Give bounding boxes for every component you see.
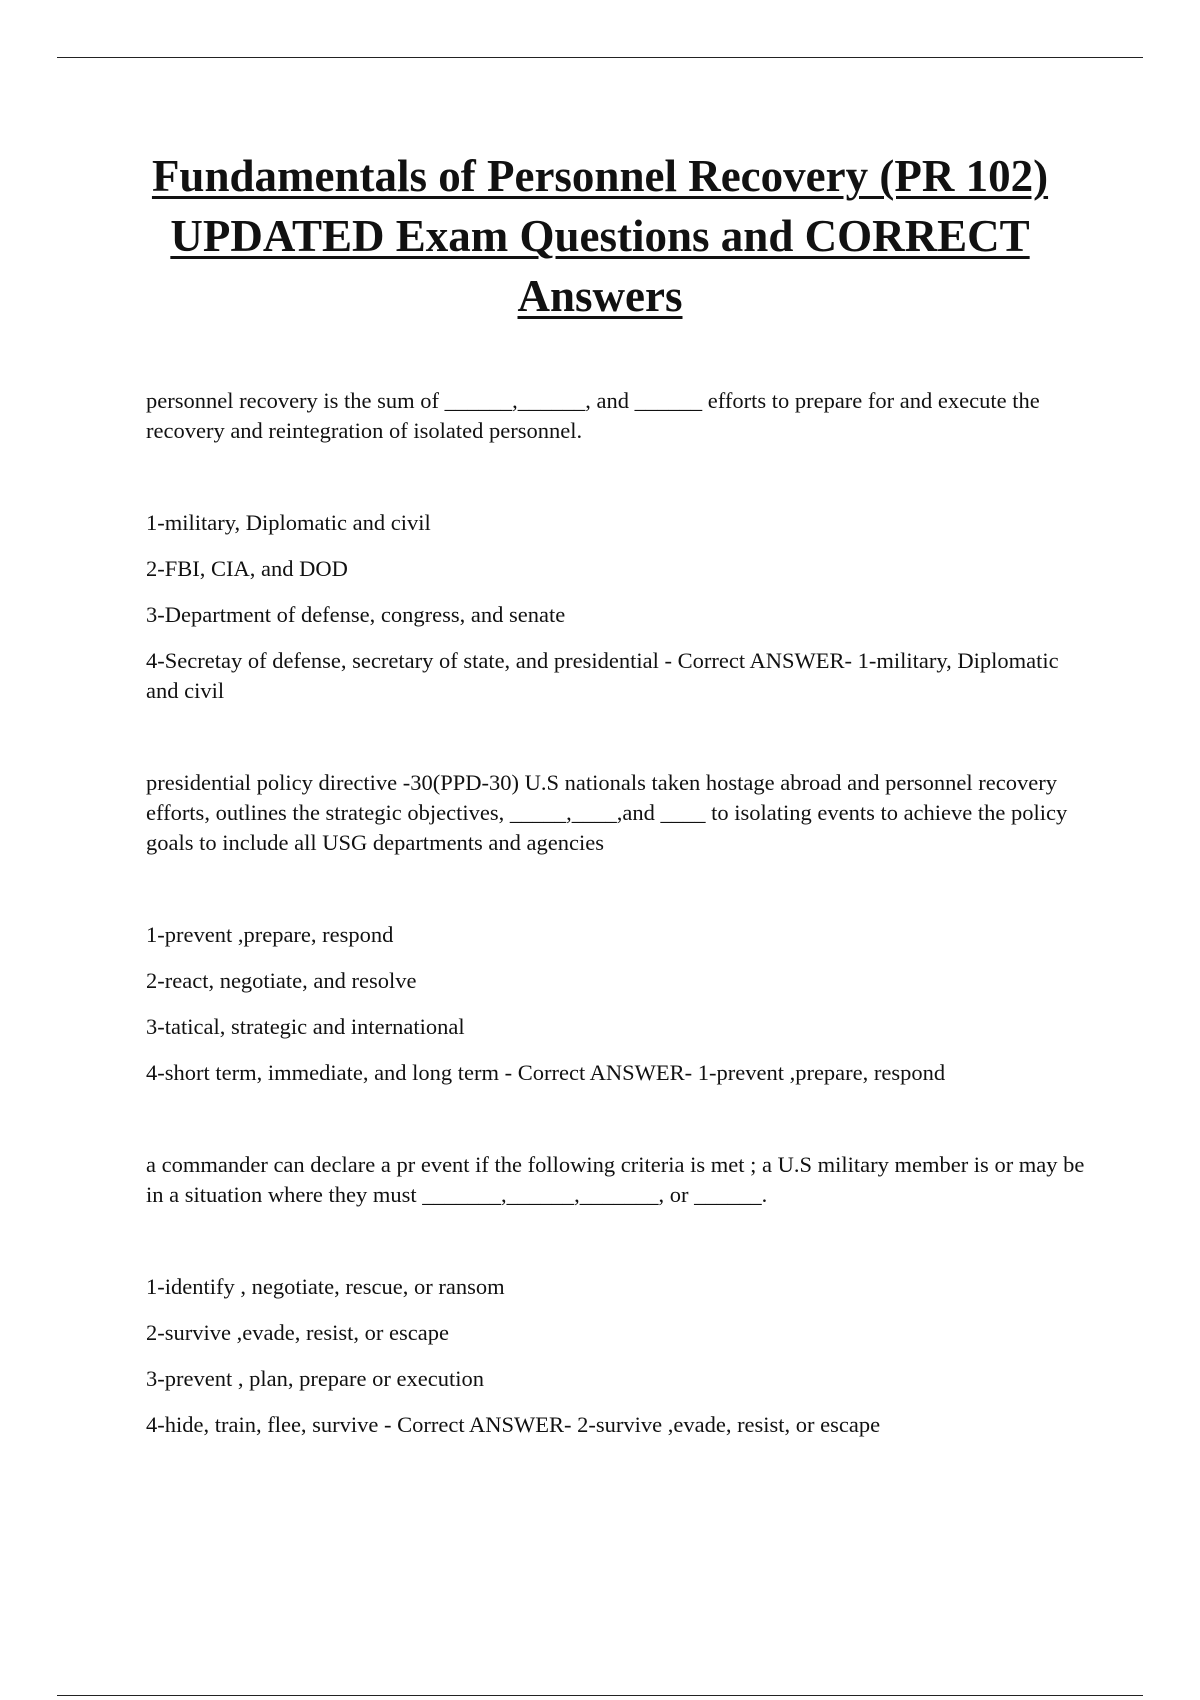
question-1: personnel recovery is the sum of ______,______, and ______ efforts to prepare for and execute the recovery and reintegration of isolated personnel. — [146, 388, 1040, 443]
answer-options-1 — [146, 508, 1086, 706]
answer-option: 1-identify , negotiate, rescue, or ransom — [146, 1274, 505, 1299]
answer-option: 2-survive ,evade, resist, or escape — [146, 1320, 450, 1345]
answer-option: 4-Secretay of defense, secretary of state, and presidential - Correct ANSWER- 1-military, Diplomatic and civil — [146, 648, 1059, 703]
answer-option: 2-FBI, CIA, and DOD — [146, 556, 348, 581]
question-2: presidential policy directive -30(PPD-30) U.S nationals taken hostage abroad and personnel recovery efforts, outlines the strategic objectives, _____,____,and ____ to isolating events to achieve the policy goals to include all USG departments and agencies — [146, 770, 1068, 855]
answer-option: 1-prevent ,prepare, respond — [146, 922, 394, 947]
answer-option: 3-tatical, strategic and international — [146, 1014, 465, 1039]
top-rule — [57, 57, 1143, 58]
question-3: a commander can declare a pr event if the following criteria is met ; a U.S military member is or may be in a situation where they must _______,______,_______, or ______. — [146, 1152, 1085, 1207]
answer-option: 3-Department of defense, congress, and senate — [146, 602, 566, 627]
answer-option: 3-prevent , plan, prepare or execution — [146, 1366, 484, 1391]
document-title: Fundamentals of Personnel Recovery (PR 102) UPDATED Exam Questions and CORRECT Answers — [151, 151, 1049, 321]
answer-option: 1-military, Diplomatic and civil — [146, 510, 431, 535]
answer-option: 4-short term, immediate, and long term - Correct ANSWER- 1-prevent ,prepare, respond — [146, 1060, 946, 1085]
document-body — [146, 386, 1086, 1502]
answer-options-2 — [146, 920, 1086, 1088]
answer-option: 2-react, negotiate, and resolve — [146, 968, 417, 993]
bottom-rule — [57, 1695, 1143, 1696]
answer-option: 4-hide, train, flee, survive - Correct ANSWER- 2-survive ,evade, resist, or escape — [146, 1412, 881, 1437]
answer-options-3 — [146, 1272, 1086, 1440]
